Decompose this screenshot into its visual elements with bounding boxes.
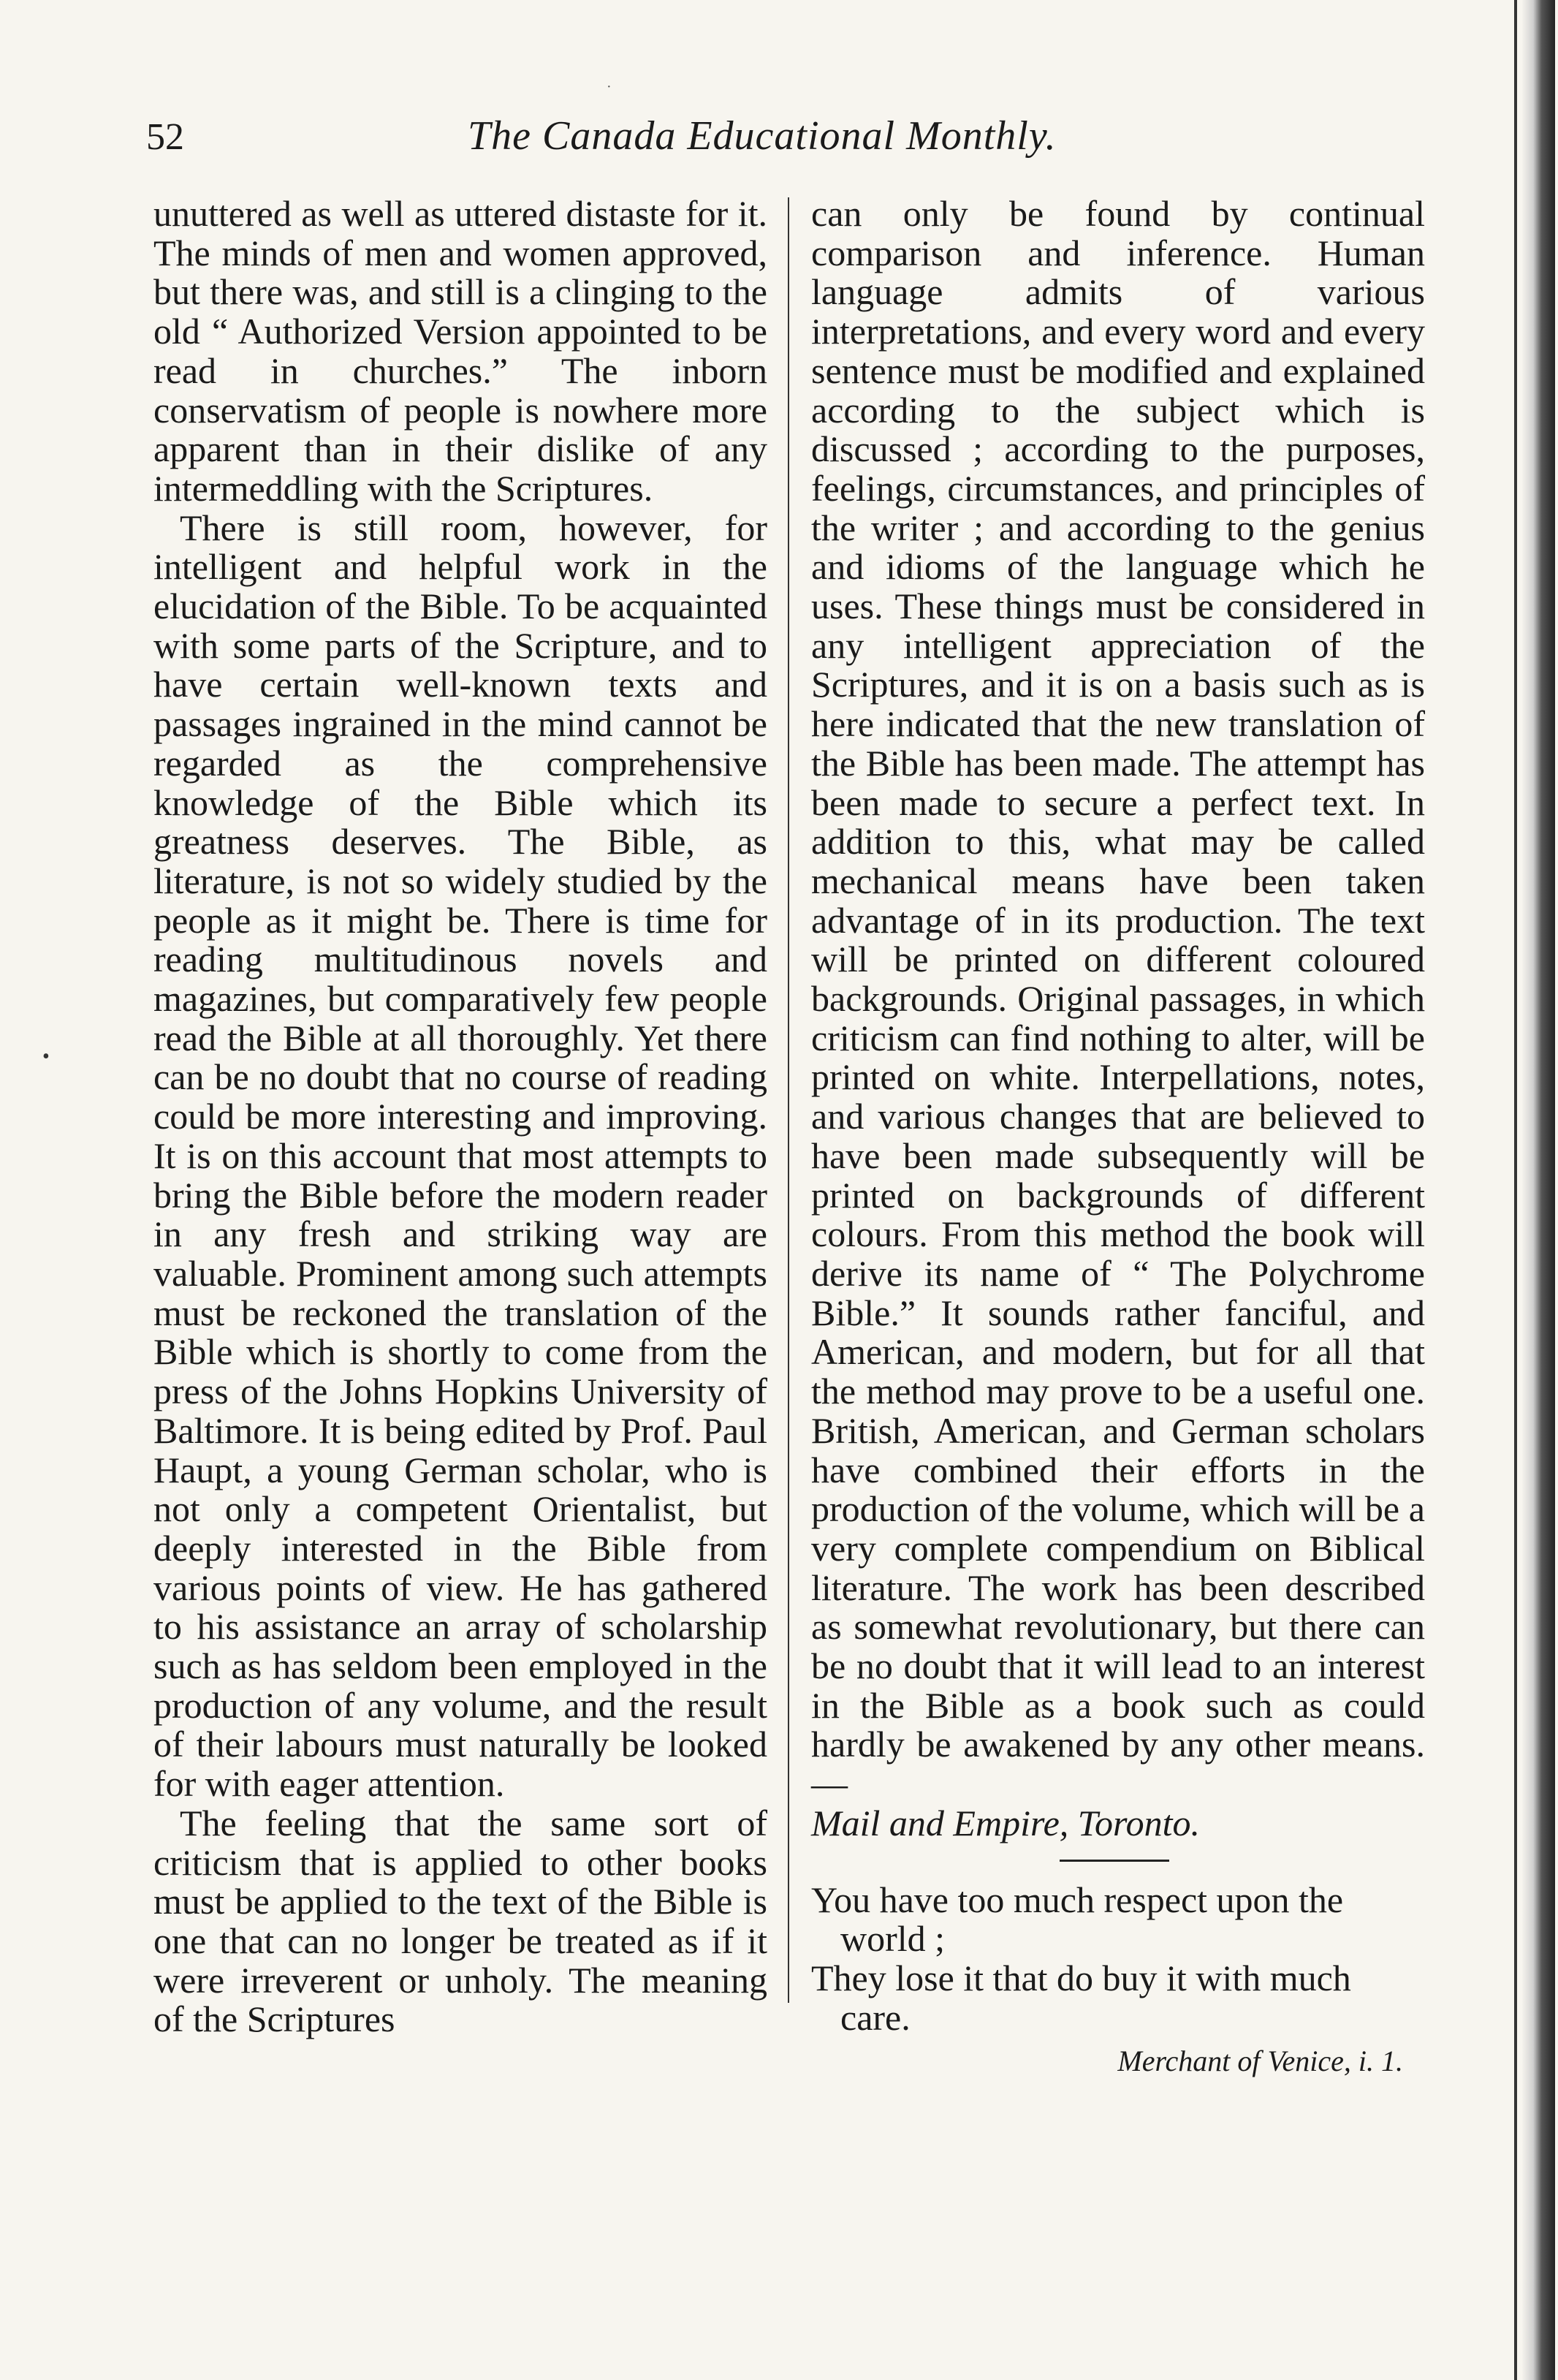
section-rule	[1060, 1860, 1169, 1862]
page-edge-line	[1514, 0, 1517, 2380]
right-column	[811, 194, 1425, 2081]
article-source: Mail and Empire, Toronto.	[811, 1802, 1200, 1843]
column-divider	[788, 197, 789, 2003]
print-speck: ·	[607, 79, 612, 95]
paragraph: can only be found by continual comparison and inference. Human language admits of various interpretations, and every word and every sentence must be modified and explained according to the subject which is discussed ; according to the purposes, feelings, circumstances, and principles of the writer ; and according to the genius and idioms of the language which he uses. These things must be considered in any intelligent appreciation of the Scriptures, and it is on a basis such as is here indicated that the new translation of the Bible has been made. The attempt has been made to secure a perfect text. In addition to this, what may be called mechanical means have been taken advantage of in its production. The text will be printed on different coloured backgrounds. Original passages, in which criticism can find nothing to alter, will be printed on white. Interpellations, notes, and various changes that are believed to have been made subsequently will be printed on backgrounds of different colours. From this method the book will derive its name of “ The Polychrome Bible.” It sounds rather fanciful, and American, and modern, but for all that the method may prove to be a useful one. British, American, and German scholars have combined their efforts in the production of the volume, which will be a very complete compendium on Biblical literature. The work has been described as somewhat revolutionary, but there can be no doubt that it will lead to an interest in the Bible as a book such as could hardly be awakened by any other means.—	[811, 193, 1425, 1805]
left-column	[153, 194, 767, 2039]
paragraph: unuttered as well as uttered distaste for it. The minds of men and women approved, but there was, and still is a clinging to the old “ Authorized Version appointed to be read in churches.” The inborn conservatism of people is nowhere more apparent than in their dislike of any intermeddling with the Scriptures.	[153, 193, 767, 509]
page-number: 52	[146, 116, 184, 158]
poem-line: You have too much respect upon the world ;	[811, 1879, 1344, 1960]
poem-quote	[811, 1881, 1425, 2038]
print-speck: •	[42, 1045, 50, 1068]
page-edge-shadow	[1521, 0, 1555, 2380]
paragraph: The feeling that the same sort of criticism that is applied to other books must be applied to the text of the Bible is one that can no longer be treated as if it were irreverent or unholy. The meaning of the Scriptures	[153, 1802, 767, 2040]
poem-line: They lose it that do buy it with much care.	[811, 1957, 1351, 2038]
poem-citation: Merchant of Venice, i. 1.	[1117, 2044, 1403, 2078]
paragraph: There is still room, however, for intelligent and helpful work in the elucidation of the Bible. To be acquainted with some parts of the Scripture, and to have certain well-known texts and passages ingrained in the mind cannot be regarded as the comprehensive knowledge of the Bible which its greatness deserves. The Bible, as literature, is not so widely studied by the people as it might be. There is time for reading multitudinous novels and magazines, but comparatively few people read the Bible at all thoroughly. Yet there can be no doubt that no course of reading could be more interesting and improving. It is on this account that most attempts to bring the Bible before the modern reader in any fresh and striking way are valuable. Prominent among such attempts must be reckoned the translation of the Bible which is shortly to come from the press of the Johns Hopkins University of Baltimore. It is being edited by Prof. Paul Haupt, a young German scholar, who is not only a competent Orientalist, but deeply interested in the Bible from various points of view. He has gathered to his assistance an array of scholarship such as has seldom been employed in the production of any volume, and the result of their labours must naturally be looked for with eager attention.	[153, 507, 767, 1805]
journal-title: The Canada Educational Monthly.	[468, 113, 1057, 159]
running-header	[146, 102, 1228, 168]
